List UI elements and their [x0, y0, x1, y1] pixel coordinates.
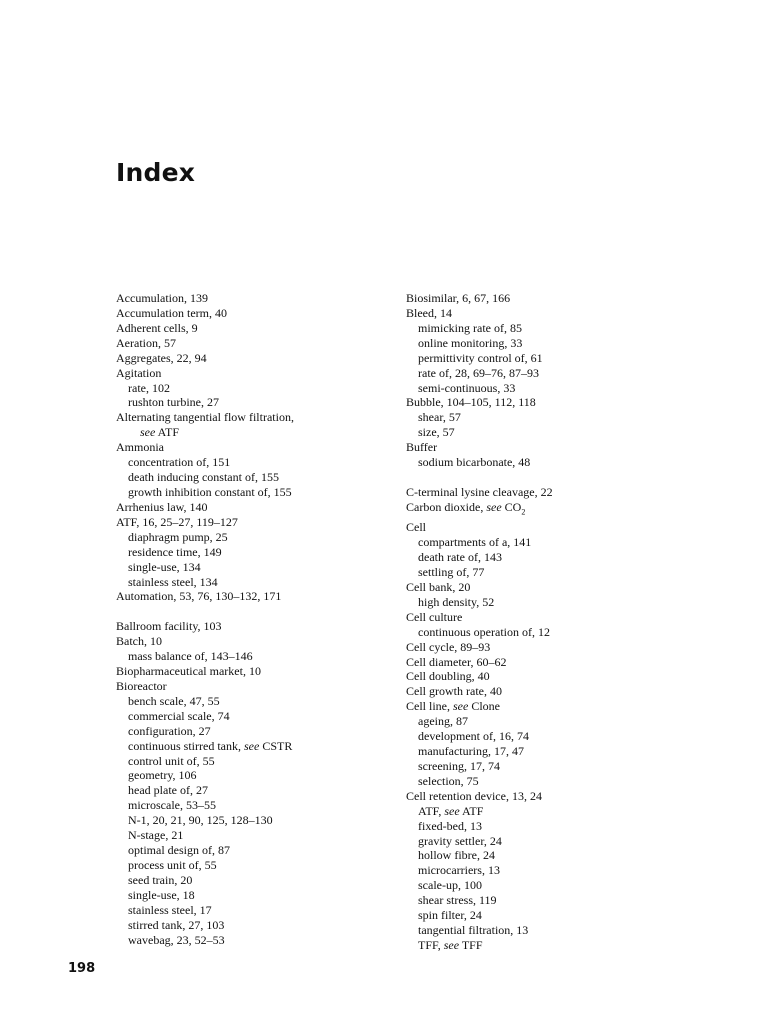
index-heading: Cell cycle, 89–93 [406, 639, 491, 654]
index-heading: Arrhenius law, 140 [116, 499, 208, 514]
index-subentry: head plate of, 27 [128, 783, 208, 798]
index-heading: Cell retention device, 13, 24 [406, 788, 542, 803]
index-subentry [116, 739, 386, 754]
index-subentry: death rate of, 143 [418, 550, 502, 565]
index-subentry: single-use, 18 [128, 887, 195, 902]
index-subentry: sodium bicarbonate, 48 [418, 455, 531, 470]
index-heading: Bubble, 104–105, 112, 118 [406, 395, 536, 410]
entry-text: Carbon dioxide, [406, 499, 487, 514]
index-column-right [406, 291, 706, 953]
index-subentry: gravity settler, 24 [418, 833, 502, 848]
index-subentry: optimal design of, 87 [128, 843, 230, 858]
index-heading: Bleed, 14 [406, 305, 452, 320]
index-subentry: single-use, 134 [128, 559, 201, 574]
index-subentry: shear, 57 [418, 410, 461, 425]
index-subentry: bench scale, 47, 55 [128, 693, 220, 708]
index-subentry: N-1, 20, 21, 90, 125, 128–130 [128, 813, 273, 828]
index-heading: Buffer [406, 440, 438, 455]
index-subentry: fixed-bed, 13 [418, 818, 482, 833]
index-heading: Bioreactor [116, 678, 167, 693]
index-subentry: screening, 17, 74 [418, 758, 500, 773]
index-subentry: residence time, 149 [128, 544, 222, 559]
entry-text: continuous stirred tank, [128, 738, 244, 753]
index-subentry: selection, 75 [418, 773, 479, 788]
index-subentry [406, 938, 706, 953]
index-subentry: mass balance of, 143–146 [128, 649, 253, 664]
index-subentry: development of, 16, 74 [418, 729, 529, 744]
index-heading: Aeration, 57 [116, 335, 176, 350]
index-subentry: manufacturing, 17, 47 [418, 744, 524, 759]
index-heading [406, 699, 706, 714]
index-subentry: online monitoring, 33 [418, 335, 523, 350]
index-spacer [116, 604, 386, 619]
index-subentry: ageing, 87 [418, 714, 468, 729]
index-subentry: diaphragm pump, 25 [128, 529, 228, 544]
index-heading: Cell culture [406, 609, 463, 624]
index-subentry: growth inhibition constant of, 155 [128, 484, 292, 499]
index-subentry: rate, 102 [128, 380, 170, 395]
index-heading: Alternating tangential flow filtration, [116, 410, 294, 425]
index-heading: Biopharmaceutical market, 10 [116, 664, 261, 679]
index-heading: Cell doubling, 40 [406, 669, 490, 684]
index-heading: Agitation [116, 365, 162, 380]
index-subentry: stainless steel, 17 [128, 902, 212, 917]
index-heading: Batch, 10 [116, 634, 162, 649]
index-heading: Cell [406, 520, 426, 535]
index-heading: Accumulation, 139 [116, 291, 208, 305]
index-subentry: rate of, 28, 69–76, 87–93 [418, 365, 539, 380]
index-subentry: high density, 52 [418, 594, 495, 609]
entry-text: ATF, [418, 803, 445, 818]
index-subentry: seed train, 20 [128, 872, 193, 887]
index-subentry: microcarriers, 13 [418, 863, 500, 878]
see-reference-label: see [486, 499, 502, 514]
index-subentry: process unit of, 55 [128, 858, 217, 873]
subscript: 2 [521, 507, 526, 517]
index-subentry: stirred tank, 27, 103 [128, 917, 225, 932]
see-reference-label: see [443, 938, 460, 953]
entry-text: TFF, [418, 938, 444, 953]
cross-reference-target: ATF [459, 803, 484, 818]
index-subentry: shear stress, 119 [418, 893, 497, 908]
cross-reference-target: CO [501, 499, 522, 514]
index-subentry: concentration of, 151 [128, 455, 231, 470]
index-subentry: rushton turbine, 27 [128, 395, 219, 410]
index-subentry [116, 425, 386, 440]
index-subentry: tangential filtration, 13 [418, 923, 529, 938]
see-reference-label: see [140, 425, 156, 440]
index-subentry: semi-continuous, 33 [418, 380, 516, 395]
index-heading: Automation, 53, 76, 130–132, 171 [116, 589, 282, 604]
see-reference-label: see [444, 803, 460, 818]
index-column-left [116, 291, 386, 948]
page-title: Index [116, 158, 196, 187]
page-number: 198 [68, 961, 96, 976]
index-subentry: compartments of a, 141 [418, 535, 532, 550]
index-subentry: settling of, 77 [418, 564, 485, 579]
see-reference-label: see [243, 738, 260, 753]
index-subentry: mimicking rate of, 85 [418, 320, 522, 335]
index-subentry: hollow fibre, 24 [418, 848, 495, 863]
index-subentry: N-stage, 21 [128, 828, 184, 843]
cross-reference-target: CSTR [259, 738, 293, 753]
index-subentry: configuration, 27 [128, 723, 211, 738]
index-heading: Biosimilar, 6, 67, 166 [406, 291, 511, 305]
cross-reference-target: ATF [155, 425, 180, 440]
index-heading: ATF, 16, 25–27, 119–127 [116, 514, 238, 529]
index-subentry: commercial scale, 74 [128, 708, 230, 723]
index-heading: Adherent cells, 9 [116, 320, 198, 335]
index-subentry: permittivity control of, 61 [418, 350, 543, 365]
index-heading: C-terminal lysine cleavage, 22 [406, 484, 553, 499]
index-subentry: continuous operation of, 12 [418, 624, 550, 639]
index-heading: Accumulation term, 40 [116, 305, 227, 320]
see-reference-label: see [453, 699, 469, 714]
index-subentry: death inducing constant of, 155 [128, 470, 279, 485]
index-heading: Ballroom facility, 103 [116, 619, 222, 634]
index-subentry: stainless steel, 134 [128, 574, 218, 589]
entry-text: Cell line, [406, 699, 453, 714]
index-subentry: microscale, 53–55 [128, 798, 216, 813]
index-subentry: wavebag, 23, 52–53 [128, 932, 225, 947]
index-heading [406, 500, 706, 520]
index-heading: Aggregates, 22, 94 [116, 350, 207, 365]
index-spacer [406, 470, 706, 485]
cross-reference-target: Clone [468, 699, 500, 714]
index-subentry: scale-up, 100 [418, 878, 482, 893]
index-subentry: spin filter, 24 [418, 908, 482, 923]
index-heading: Ammonia [116, 440, 164, 455]
index-subentry: geometry, 106 [128, 768, 197, 783]
index-heading: Cell bank, 20 [406, 579, 471, 594]
index-subentry: size, 57 [418, 425, 455, 440]
cross-reference-target: TFF [459, 938, 483, 953]
index-subentry [406, 804, 706, 819]
index-subentry: control unit of, 55 [128, 753, 215, 768]
index-heading: Cell growth rate, 40 [406, 684, 502, 699]
index-heading: Cell diameter, 60–62 [406, 654, 507, 669]
